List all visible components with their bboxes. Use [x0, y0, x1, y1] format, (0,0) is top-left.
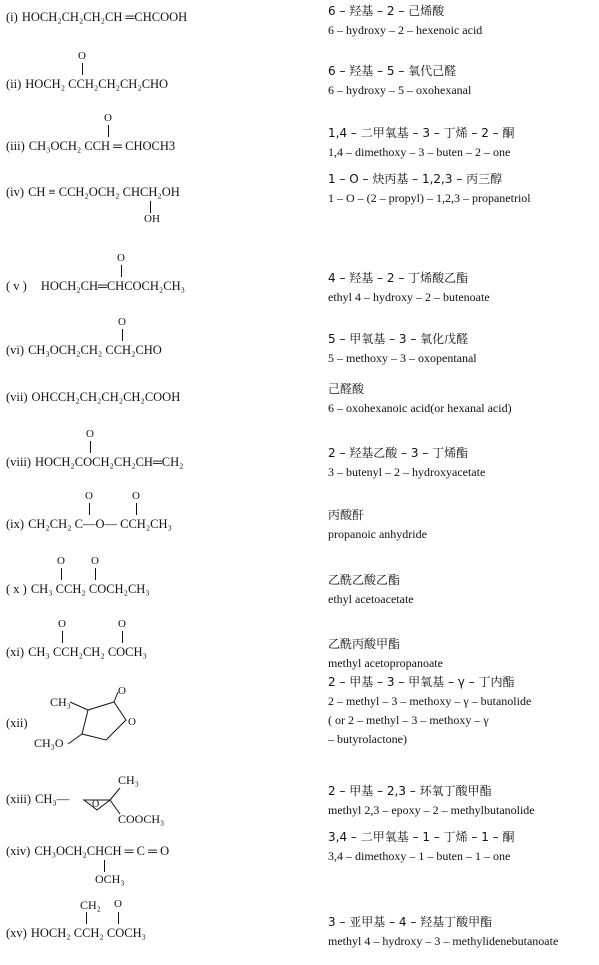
formula-text: CH₃OCH₂CH₂ CCH₂CHO	[28, 343, 162, 357]
entry-number: (xiii)	[6, 792, 31, 806]
formula	[6, 844, 169, 859]
formula-text: HOCH₂COCH₂CH₂CH═CH₂	[35, 455, 184, 469]
double-bond-2	[118, 912, 119, 924]
carbonyl-oxygen: O	[117, 252, 125, 264]
formula-text: HOCH₂CH═CHCOCH₂CH₃	[40, 279, 185, 293]
entry-number: (iii)	[6, 139, 25, 153]
formula	[6, 139, 175, 154]
entry-number: (ix)	[6, 517, 25, 531]
names	[328, 62, 596, 100]
formula	[6, 645, 147, 660]
chinese-name: 6 – 羟基 – 2 – 己烯酸	[328, 4, 445, 18]
chinese-name: 2 – 羟基乙酸 – 3 – 丁烯酯	[328, 446, 469, 460]
entry-number: (xi)	[6, 645, 25, 659]
entry-number: (xii)	[6, 716, 28, 730]
english-name: 1,4 – dimethoxy – 3 – buten – 2 – one	[328, 145, 511, 159]
english-name: 6 – hydroxy – 5 – oxohexanal	[328, 83, 472, 97]
names	[328, 506, 596, 544]
english-name: methyl 4 – hydroxy – 3 – methylidenebutanoate	[328, 934, 559, 948]
entry-number: (ii)	[6, 77, 22, 91]
english-name-alt: ( or 2 – methyl – 3 – methoxy – γ	[328, 713, 489, 727]
entry-number: (xv)	[6, 926, 27, 940]
methoxy-group: OCH₃	[95, 872, 125, 886]
english-name: methyl acetopropanoate	[328, 656, 443, 670]
formula-text: CH₂CH₂ C—O— CCH₂CH₃	[28, 517, 172, 531]
names	[328, 444, 596, 482]
formula	[6, 10, 187, 25]
carbonyl-oxygen: O	[118, 685, 126, 697]
formula-text: CH₃—	[35, 792, 70, 806]
carbonyl-oxygen: O	[78, 50, 86, 62]
double-bond	[90, 441, 91, 453]
carbonyl-oxygen: O	[104, 112, 112, 124]
carbonyl-oxygen-2: O	[91, 555, 99, 567]
hydroxyl-group: OH	[144, 213, 160, 225]
names	[328, 828, 596, 866]
ring-oxygen: O	[128, 716, 136, 728]
carbonyl-oxygen: O	[86, 428, 94, 440]
formula	[6, 792, 69, 807]
names	[328, 782, 596, 820]
english-name: ethyl acetoacetate	[328, 592, 414, 606]
english-name: 6 – hydroxy – 2 – hexenoic acid	[328, 23, 483, 37]
double-bond-2	[122, 631, 123, 643]
names	[328, 635, 596, 749]
formula-text: CH₃ CCH₂ COCH₂CH₃	[30, 582, 150, 596]
double-bond-1	[89, 503, 90, 515]
english-name-2: 2 – methyl – 3 – methoxy – γ – butanolide	[328, 694, 532, 708]
english-name: 6 – oxohexanoic acid(or hexanal acid)	[328, 401, 512, 415]
formula	[6, 390, 180, 405]
chinese-name: 3,4 – 二甲氧基 – 1 – 丁烯 – 1 – 酮	[328, 830, 515, 844]
entry-number: (vii)	[6, 390, 28, 404]
methyl-bond	[110, 788, 120, 800]
names	[328, 170, 596, 208]
formula-text: CH₃ CCH₂CH₂ COCH₃	[28, 645, 147, 659]
chinese-name-2: 2 – 甲基 – 3 – 甲氧基 – γ – 丁内酯	[328, 675, 515, 689]
names	[328, 2, 596, 40]
methoxy-bond	[68, 734, 82, 744]
ring-bonds	[82, 702, 126, 740]
english-name: methyl 2,3 – epoxy – 2 – methylbutanolide	[328, 803, 535, 817]
english-name: ethyl 4 – hydroxy – 2 – butenoate	[328, 290, 490, 304]
formula	[6, 455, 184, 470]
formula	[6, 77, 168, 92]
carbonyl-oxygen: O	[114, 898, 122, 910]
double-bond	[122, 329, 123, 341]
chinese-name: 乙酰乙酸乙酯	[328, 573, 401, 587]
chinese-name: 3 – 亚甲基 – 4 – 羟基丁酸甲酯	[328, 915, 493, 929]
double-bond-2	[136, 503, 137, 515]
english-name-alt-cont: – butyrolactone)	[328, 732, 407, 746]
carbonyl-oxygen-1: O	[57, 555, 65, 567]
formula-text: HOCH₂ CCH₂ COCH₃	[30, 926, 147, 940]
chinese-name: 4 – 羟基 – 2 – 丁烯酸乙酯	[328, 271, 469, 285]
names	[328, 380, 596, 418]
names	[328, 571, 596, 609]
formula	[6, 343, 162, 358]
chinese-name: 1,4 – 二甲氧基 – 3 – 丁烯 – 2 – 酮	[328, 126, 515, 140]
english-name: 1 – O – (2 – propyl) – 1,2,3 – propanetriol	[328, 191, 531, 205]
names	[328, 269, 596, 307]
formula-text: CH ≡ CCH₂OCH₂ CHCH₂OH	[28, 185, 180, 199]
chinese-name: 丙酸酐	[328, 508, 365, 522]
carbonyl-oxygen-1: O	[58, 618, 66, 630]
english-name: 3 – butenyl – 2 – hydroxyacetate	[328, 465, 486, 479]
formula	[6, 517, 172, 532]
chinese-name: 5 – 甲氧基 – 3 – 氧化戊醛	[328, 332, 469, 346]
carbonyl-oxygen-2: O	[132, 490, 140, 502]
formula-text: HOCH₂ CCH₂CH₂CH₂CHO	[25, 77, 169, 91]
formula	[6, 926, 146, 941]
english-name: 3,4 – dimethoxy – 1 – buten – 1 – one	[328, 849, 511, 863]
formula	[6, 279, 185, 294]
names	[328, 330, 596, 368]
formula-text: CH₃OCH₂CHCH ═ C ═ O	[34, 844, 170, 858]
names	[328, 124, 596, 162]
double-bond	[82, 63, 83, 75]
chinese-name: 1 – O – 炔丙基 – 1,2,3 – 丙三醇	[328, 172, 503, 186]
entry-number: (iv)	[6, 185, 25, 199]
chinese-name: 2 – 甲基 – 2,3 – 环氧丁酸甲酯	[328, 784, 492, 798]
names	[328, 913, 596, 951]
entry-number: (viii)	[6, 455, 31, 469]
double-bond-2	[95, 568, 96, 580]
entry-number: (xiv)	[6, 844, 31, 858]
double-bond-1	[61, 568, 62, 580]
entry-number: (i)	[6, 10, 18, 24]
double-bond	[108, 125, 109, 137]
carbonyl-oxygen-1: O	[85, 490, 93, 502]
methoxy-label: CH₃O	[34, 736, 64, 750]
entry-number: ( v )	[6, 279, 27, 293]
formula	[6, 582, 150, 597]
entry-number: ( x )	[6, 582, 27, 596]
english-name: propanoic anhydride	[328, 527, 427, 541]
carbonyl-oxygen-2: O	[118, 618, 126, 630]
formula-text: HOCH₂CH₂CH₂CH ═CHCOOH	[21, 10, 188, 24]
methyl-bond	[70, 702, 88, 710]
double-bond-1	[62, 631, 63, 643]
formula-text: CH₃OCH₂ CCH ═ CHOCH3	[28, 139, 176, 153]
methyl-label: CH₃	[118, 773, 139, 787]
chinese-name: 6 – 羟基 – 5 – 氧代己醛	[328, 64, 457, 78]
entry-number: (vi)	[6, 343, 25, 357]
chinese-name: 己醛酸	[328, 382, 365, 396]
single-bond	[150, 201, 151, 213]
english-name: 5 – methoxy – 3 – oxopentanal	[328, 351, 477, 365]
double-bond	[121, 265, 122, 277]
ester-label: COOCH₃	[118, 812, 165, 826]
formula	[6, 185, 180, 200]
methylidene-group: CH₂	[80, 898, 101, 912]
epoxide-oxygen: O	[92, 799, 100, 810]
double-bond-1	[86, 912, 87, 924]
formula-text: OHCCH₂CH₂CH₂CH₂COOH	[31, 390, 181, 404]
chinese-name: 乙酰丙酸甲酯	[328, 637, 401, 651]
methyl-label: CH₃	[50, 695, 71, 709]
carbonyl-oxygen: O	[118, 316, 126, 328]
single-bond	[104, 860, 105, 872]
